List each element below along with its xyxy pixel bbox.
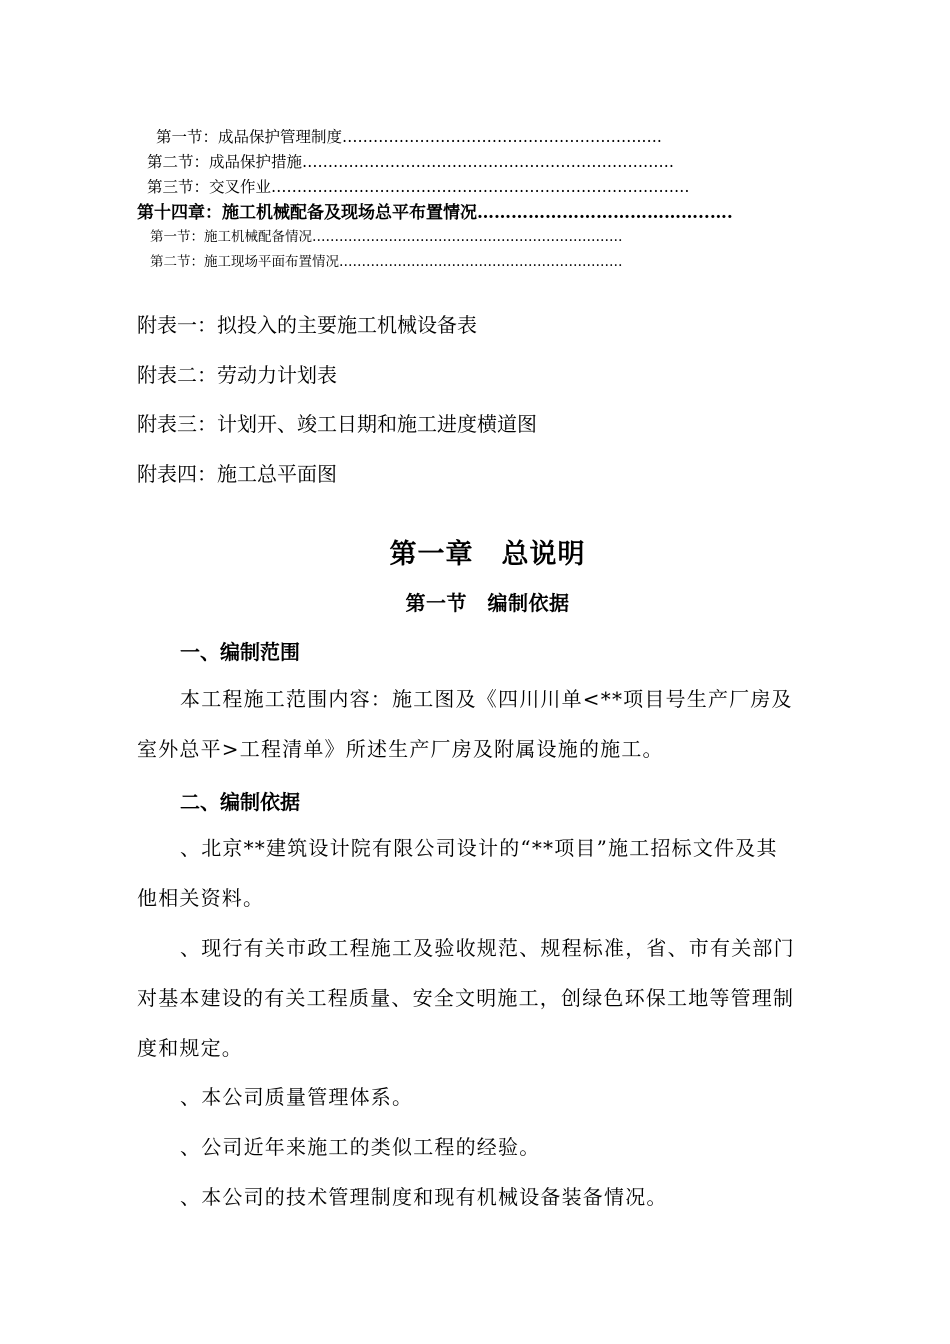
toc-entry-ch13-sec3[interactable]: 第三节：交叉作业……………………………………………………………………… [147,178,690,196]
basis-heading: 二、编制依据 [180,790,300,814]
toc-entry-ch14[interactable]: 第十四章：施工机械配备及现场总平布置情况…………………………………..…. [137,203,733,223]
toc-entry-ch14-sec2[interactable]: 第二节：施工现场平面布置情况……………………………………………………… [150,254,623,270]
basis-item-1-line-1: 、北京**建筑设计院有限公司设计的“**项目”施工招标文件及其 [180,836,778,860]
appendix-2: 附表二：劳动力计划表 [137,363,337,387]
basis-item-2-line-3: 度和规定。 [137,1036,243,1060]
appendix-1: 附表一：拟投入的主要施工机械设备表 [137,313,477,337]
toc-entry-ch13-sec2[interactable]: 第二节：成品保护措施……………………………………………………………… [147,153,675,171]
scope-paragraph-line-1: 本工程施工范围内容：施工图及《四川川单<**项目号生产厂房及 [180,687,793,711]
basis-item-2-line-2: 对基本建设的有关工程质量、安全文明施工，创绿色环保工地等管理制 [137,986,795,1010]
basis-item-1-line-2: 他相关资料。 [137,886,265,910]
toc-entry-ch13-sec1[interactable]: 第一节：成品保护管理制度………………………………………………….…. [156,128,662,146]
toc-entry-ch14-sec1[interactable]: 第一节：施工机械配备情况…………………………………………………………… [150,229,623,245]
basis-item-4: 、公司近年来施工的类似工程的经验。 [180,1135,541,1159]
basis-item-2-line-1: 、现行有关市政工程施工及验收规范、规程标准，省、市有关部门 [180,936,795,960]
section-title: 第一节 编制依据 [405,591,570,615]
appendix-3: 附表三：计划开、竣工日期和施工进度横道图 [137,412,537,436]
basis-item-5: 、本公司的技术管理制度和现有机械设备装备情况。 [180,1185,668,1209]
basis-item-3: 、本公司质量管理体系。 [180,1085,414,1109]
chapter-title: 第一章 总说明 [389,539,586,570]
appendix-4: 附表四：施工总平面图 [137,462,337,486]
scope-heading: 一、编制范围 [180,640,300,664]
scope-paragraph-line-2: 室外总平>工程清单》所述生产厂房及附属设施的施工。 [137,737,664,761]
